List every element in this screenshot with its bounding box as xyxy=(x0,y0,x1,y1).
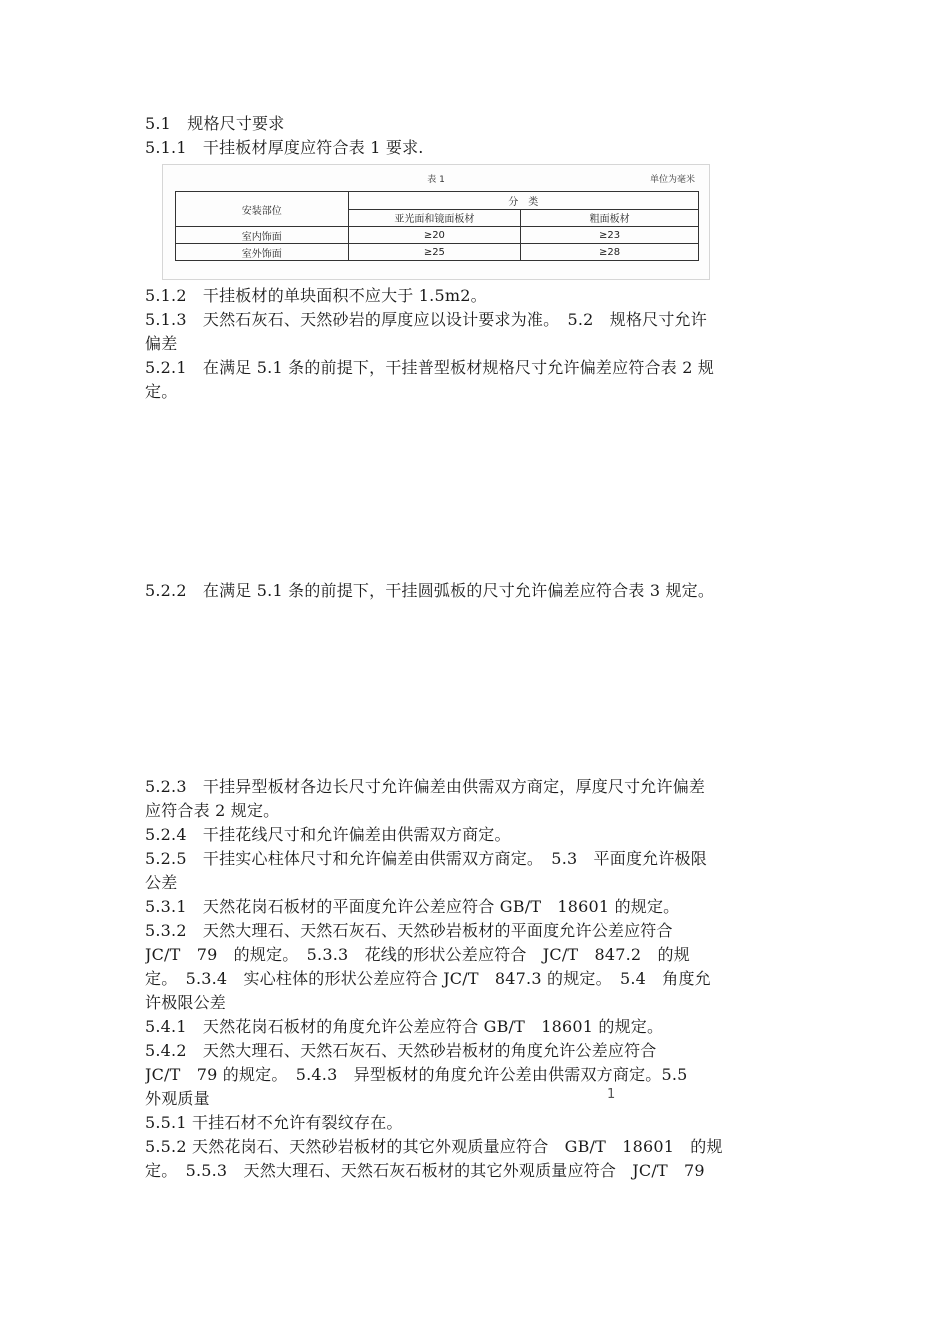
paragraph-5-4: 许极限公差 xyxy=(145,993,227,1012)
table-1-col-header: 安装部位 xyxy=(176,192,349,227)
section-heading-5-1: 5.1 规格尺寸要求 xyxy=(145,114,285,133)
table-cell: ≥20 xyxy=(348,227,521,244)
table-1 xyxy=(175,191,699,261)
paragraph-5-4-2: 5.4.2 天然大理石、天然石灰石、天然砂岩板材的角度允许公差应符合 xyxy=(145,1041,657,1060)
table-1-sub-header: 粗面板材 xyxy=(521,209,699,227)
paragraph-5-2-1: 5.2.1 在满足 5.1 条的前提下，干挂普型板材规格尺寸允许偏差应符合表 2 规 xyxy=(145,358,715,377)
table-cell: 室外饰面 xyxy=(176,244,349,261)
paragraph-5-1-3-cont: 偏差 xyxy=(145,334,178,353)
paragraph-5-2-5-cont: 公差 xyxy=(145,873,178,892)
table-1-sub-header: 亚光面和镜面板材 xyxy=(348,209,521,227)
paragraph-5-3-4: 定。 5.3.4 实心柱体的形状公差应符合 JC/T 847.3 的规定。 5.4 角度允 xyxy=(145,969,711,988)
paragraph-5-2-2: 5.2.2 在满足 5.1 条的前提下，干挂圆弧板的尺寸允许偏差应符合表 3 规定。 xyxy=(145,581,715,600)
paragraph-5-2-5: 5.2.5 干挂实心柱体尺寸和允许偏差由供需双方商定。 5.3 平面度允许极限 xyxy=(145,849,707,868)
table-cell: ≥28 xyxy=(521,244,699,261)
table-1-figure xyxy=(162,164,710,280)
table-cell: ≥23 xyxy=(521,227,699,244)
table-cell: 室内饰面 xyxy=(176,227,349,244)
paragraph-5-2-4: 5.2.4 干挂花线尺寸和允许偏差由供需双方商定。 xyxy=(145,825,511,844)
page-number: 1 xyxy=(607,1087,616,1102)
paragraph-5-5-3: 定。 5.5.3 天然大理石、天然石灰石板材的其它外观质量应符合 JC/T 79 xyxy=(145,1161,705,1180)
paragraph-5-3-2-cont: JC/T 79 的规定。 5.3.3 花线的形状公差应符合 JC/T 847.2 的规 xyxy=(145,945,690,964)
paragraph-5-1-1: 5.1.1 干挂板材厚度应符合表 1 要求. xyxy=(145,138,424,157)
paragraph-5-3-2: 5.3.2 天然大理石、天然石灰石、天然砂岩板材的平面度允许公差应符合 xyxy=(145,921,673,940)
paragraph-5-1-3: 5.1.3 天然石灰石、天然砂岩的厚度应以设计要求为准。 5.2 规格尺寸允许 xyxy=(145,310,707,329)
table-cell: ≥25 xyxy=(348,244,521,261)
document-body xyxy=(145,112,810,1183)
paragraph-5-2-3: 5.2.3 干挂异型板材各边长尺寸允许偏差由供需双方商定，厚度尺寸允许偏差 xyxy=(145,777,706,796)
paragraph-5-5-2: 5.5.2 天然花岗石、天然砂岩板材的其它外观质量应符合 GB/T 18601 的规 xyxy=(145,1137,723,1156)
table-row xyxy=(176,244,699,261)
blank-region xyxy=(145,404,810,579)
paragraph-5-4-1: 5.4.1 天然花岗石板材的角度允许公差应符合 GB/T 18601 的规定。 xyxy=(145,1017,664,1036)
table-1-caption: 表 1 xyxy=(427,175,445,185)
paragraph-5-1-2: 5.1.2 干挂板材的单块面积不应大于 1.5m2。 xyxy=(145,286,487,305)
table-row xyxy=(176,227,699,244)
paragraph-5-4-2-cont: JC/T 79 的规定。 5.4.3 异型板材的角度允许公差由供需双方商定。5.5 xyxy=(145,1065,688,1084)
table-1-group-header: 分 类 xyxy=(348,192,698,210)
paragraph-5-2-3-cont: 应符合表 2 规定。 xyxy=(145,801,280,820)
paragraph-5-5-1: 5.5.1 干挂石材不允许有裂纹存在。 xyxy=(145,1113,403,1132)
paragraph-5-5: 外观质量 xyxy=(145,1089,210,1108)
table-1-unit: 单位为毫米 xyxy=(649,175,695,185)
paragraph-5-3-1: 5.3.1 天然花岗石板材的平面度允许公差应符合 GB/T 18601 的规定。 xyxy=(145,897,680,916)
blank-region xyxy=(145,603,810,775)
paragraph-5-2-1-cont: 定。 xyxy=(145,382,178,401)
